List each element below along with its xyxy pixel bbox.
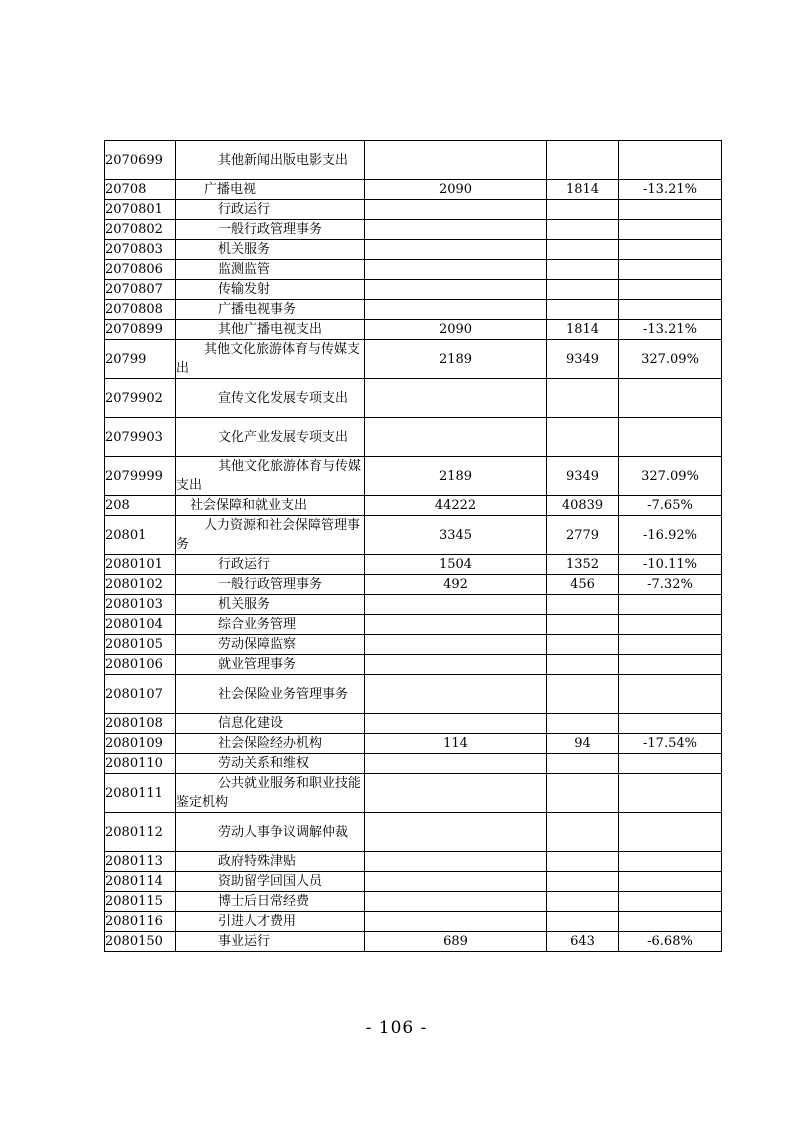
row-value-1: 689 <box>365 932 547 952</box>
row-name-cell <box>176 340 365 379</box>
row-value-2: 1814 <box>547 180 619 200</box>
row-value-2 <box>547 675 619 714</box>
row-value-1: 3345 <box>365 516 547 555</box>
row-value-3 <box>619 615 722 635</box>
row-code: 2080102 <box>105 575 176 595</box>
row-name-cell <box>176 180 365 200</box>
row-name: 人力资源和社会保障管理事务 <box>176 518 361 552</box>
row-value-2 <box>547 912 619 932</box>
row-value-1 <box>365 892 547 912</box>
row-value-1 <box>365 675 547 714</box>
row-name: 社会保障和就业支出 <box>190 498 308 513</box>
row-name: 就业管理事务 <box>218 657 297 672</box>
row-value-3: -16.92% <box>619 516 722 555</box>
row-value-3 <box>619 300 722 320</box>
row-name: 其他文化旅游体育与传媒支出 <box>176 459 362 493</box>
row-name-cell <box>176 457 365 496</box>
row-value-3 <box>619 714 722 734</box>
table-row <box>105 714 722 734</box>
row-code: 2070899 <box>105 320 176 340</box>
row-value-3 <box>619 379 722 418</box>
row-name-cell <box>176 575 365 595</box>
row-code: 208 <box>105 496 176 516</box>
table-row <box>105 379 722 418</box>
row-value-1: 44222 <box>365 496 547 516</box>
row-name-cell <box>176 872 365 892</box>
row-value-2 <box>547 260 619 280</box>
row-code: 2080109 <box>105 734 176 754</box>
row-value-1 <box>365 595 547 615</box>
table-row <box>105 220 722 240</box>
row-value-1 <box>365 418 547 457</box>
row-value-2: 1814 <box>547 320 619 340</box>
row-name: 监测监管 <box>218 262 271 277</box>
table-row <box>105 852 722 872</box>
table-row <box>105 340 722 379</box>
table-row <box>105 774 722 813</box>
row-value-1 <box>365 774 547 813</box>
row-code: 2070801 <box>105 200 176 220</box>
row-value-1 <box>365 813 547 852</box>
row-value-1 <box>365 912 547 932</box>
row-value-3: -10.11% <box>619 555 722 575</box>
budget-table <box>104 140 722 952</box>
row-name: 一般行政管理事务 <box>218 577 323 592</box>
row-name-cell <box>176 675 365 714</box>
row-value-2 <box>547 754 619 774</box>
row-value-2: 1352 <box>547 555 619 575</box>
row-value-3 <box>619 852 722 872</box>
row-code: 2070803 <box>105 240 176 260</box>
row-name-cell <box>176 320 365 340</box>
row-value-3 <box>619 595 722 615</box>
row-name-cell <box>176 496 365 516</box>
row-value-2 <box>547 595 619 615</box>
row-code: 2070802 <box>105 220 176 240</box>
row-name-cell <box>176 813 365 852</box>
row-value-1 <box>365 655 547 675</box>
row-name: 博士后日常经费 <box>218 894 310 909</box>
table-row <box>105 635 722 655</box>
row-code: 2079902 <box>105 379 176 418</box>
row-value-1 <box>365 260 547 280</box>
table-row <box>105 300 722 320</box>
row-name: 其他文化旅游体育与传媒支出 <box>176 342 361 376</box>
row-name-cell <box>176 912 365 932</box>
row-code: 2080116 <box>105 912 176 932</box>
row-name: 行政运行 <box>218 202 271 217</box>
row-value-2 <box>547 379 619 418</box>
row-value-1: 2189 <box>365 457 547 496</box>
row-code: 2080115 <box>105 892 176 912</box>
row-name: 事业运行 <box>218 934 271 949</box>
row-name-cell <box>176 615 365 635</box>
table-row <box>105 655 722 675</box>
row-value-1: 2189 <box>365 340 547 379</box>
row-value-2 <box>547 892 619 912</box>
row-value-1 <box>365 872 547 892</box>
row-value-3 <box>619 240 722 260</box>
row-value-2 <box>547 872 619 892</box>
table-row <box>105 260 722 280</box>
row-value-2: 456 <box>547 575 619 595</box>
row-value-2: 9349 <box>547 340 619 379</box>
row-value-3: -17.54% <box>619 734 722 754</box>
table-row <box>105 240 722 260</box>
row-value-2: 40839 <box>547 496 619 516</box>
row-name-cell <box>176 300 365 320</box>
row-code: 20799 <box>105 340 176 379</box>
row-value-1 <box>365 200 547 220</box>
row-code: 2080112 <box>105 813 176 852</box>
row-value-3 <box>619 280 722 300</box>
row-value-2 <box>547 774 619 813</box>
row-code: 2080103 <box>105 595 176 615</box>
row-name: 广播电视事务 <box>218 302 297 317</box>
table-row <box>105 734 722 754</box>
row-name: 宣传文化发展专项支出 <box>218 390 349 406</box>
row-name-cell <box>176 240 365 260</box>
row-code: 2080101 <box>105 555 176 575</box>
row-name: 机关服务 <box>218 597 271 612</box>
table-row <box>105 496 722 516</box>
table-row <box>105 932 722 952</box>
row-name: 公共就业服务和职业技能鉴定机构 <box>176 776 362 810</box>
row-value-3 <box>619 912 722 932</box>
table-body <box>105 141 722 952</box>
row-value-2 <box>547 280 619 300</box>
row-code: 2079999 <box>105 457 176 496</box>
row-value-3 <box>619 892 722 912</box>
row-value-2 <box>547 615 619 635</box>
row-value-3: -13.21% <box>619 180 722 200</box>
table-row <box>105 892 722 912</box>
row-name: 劳动保障监察 <box>218 637 297 652</box>
row-value-3 <box>619 754 722 774</box>
row-name: 信息化建设 <box>218 716 284 731</box>
row-value-3 <box>619 220 722 240</box>
row-code: 2080111 <box>105 774 176 813</box>
row-name: 劳动关系和维权 <box>218 756 310 771</box>
row-value-1 <box>365 852 547 872</box>
row-code: 2070699 <box>105 141 176 180</box>
row-name-cell <box>176 734 365 754</box>
row-name-cell <box>176 280 365 300</box>
table-row <box>105 280 722 300</box>
row-code: 2070808 <box>105 300 176 320</box>
row-value-3: -7.65% <box>619 496 722 516</box>
row-value-2 <box>547 655 619 675</box>
row-name-cell <box>176 635 365 655</box>
row-code: 2079903 <box>105 418 176 457</box>
row-value-2 <box>547 635 619 655</box>
row-value-2 <box>547 852 619 872</box>
table-row <box>105 675 722 714</box>
row-name-cell <box>176 932 365 952</box>
row-name-cell <box>176 260 365 280</box>
table-row <box>105 813 722 852</box>
row-name: 机关服务 <box>218 242 271 257</box>
row-name: 社会保险业务管理事务 <box>218 686 349 702</box>
row-name-cell <box>176 141 365 180</box>
row-code: 2070807 <box>105 280 176 300</box>
row-value-3 <box>619 418 722 457</box>
table-row <box>105 418 722 457</box>
table-row <box>105 912 722 932</box>
row-value-3 <box>619 872 722 892</box>
row-value-3: -7.32% <box>619 575 722 595</box>
row-value-2 <box>547 200 619 220</box>
row-value-3 <box>619 635 722 655</box>
row-value-1: 2090 <box>365 180 547 200</box>
row-value-3 <box>619 655 722 675</box>
row-value-2 <box>547 240 619 260</box>
row-name-cell <box>176 200 365 220</box>
row-code: 20708 <box>105 180 176 200</box>
row-name-cell <box>176 852 365 872</box>
row-value-1 <box>365 635 547 655</box>
row-name-cell <box>176 418 365 457</box>
table-row <box>105 872 722 892</box>
row-name: 政府特殊津贴 <box>218 854 297 869</box>
row-value-1: 2090 <box>365 320 547 340</box>
row-value-3: -13.21% <box>619 320 722 340</box>
row-value-3 <box>619 200 722 220</box>
row-code: 2080106 <box>105 655 176 675</box>
row-code: 2080104 <box>105 615 176 635</box>
row-name: 行政运行 <box>218 557 271 572</box>
row-value-1 <box>365 615 547 635</box>
row-name-cell <box>176 892 365 912</box>
row-name: 劳动人事争议调解仲裁 <box>218 824 349 840</box>
row-value-3 <box>619 675 722 714</box>
table-row <box>105 141 722 180</box>
row-name-cell <box>176 754 365 774</box>
row-value-1: 492 <box>365 575 547 595</box>
row-name: 广播电视 <box>204 182 257 197</box>
row-value-2: 643 <box>547 932 619 952</box>
row-name: 文化产业发展专项支出 <box>218 429 349 445</box>
row-code: 2080150 <box>105 932 176 952</box>
row-code: 20801 <box>105 516 176 555</box>
row-value-1: 1504 <box>365 555 547 575</box>
row-name-cell <box>176 655 365 675</box>
row-code: 2080113 <box>105 852 176 872</box>
row-name-cell <box>176 379 365 418</box>
row-name: 综合业务管理 <box>218 617 297 632</box>
row-value-3: 327.09% <box>619 457 722 496</box>
row-code: 2080110 <box>105 754 176 774</box>
row-value-1 <box>365 714 547 734</box>
row-value-2 <box>547 141 619 180</box>
row-value-1 <box>365 754 547 774</box>
row-name: 引进人才费用 <box>218 914 297 929</box>
row-value-1 <box>365 379 547 418</box>
table-row <box>105 180 722 200</box>
table-row <box>105 754 722 774</box>
row-value-3 <box>619 141 722 180</box>
row-value-2 <box>547 220 619 240</box>
table-row <box>105 615 722 635</box>
row-value-2: 94 <box>547 734 619 754</box>
row-code: 2080105 <box>105 635 176 655</box>
table-row <box>105 200 722 220</box>
row-name: 传输发射 <box>218 282 271 297</box>
row-value-2 <box>547 714 619 734</box>
row-name-cell <box>176 595 365 615</box>
page-number: - 106 - <box>365 1018 428 1038</box>
row-name-cell <box>176 714 365 734</box>
table-row <box>105 320 722 340</box>
row-value-1 <box>365 300 547 320</box>
row-name-cell <box>176 774 365 813</box>
row-value-2 <box>547 300 619 320</box>
row-name: 社会保险经办机构 <box>218 736 323 751</box>
row-name-cell <box>176 220 365 240</box>
table-row <box>105 457 722 496</box>
row-name: 资助留学回国人员 <box>218 874 323 889</box>
row-name: 一般行政管理事务 <box>218 222 323 237</box>
row-value-2: 2779 <box>547 516 619 555</box>
table-row <box>105 516 722 555</box>
row-name-cell <box>176 555 365 575</box>
row-value-3: 327.09% <box>619 340 722 379</box>
row-value-1 <box>365 280 547 300</box>
row-value-1 <box>365 141 547 180</box>
row-value-3 <box>619 260 722 280</box>
row-value-2 <box>547 418 619 457</box>
row-code: 2080107 <box>105 675 176 714</box>
row-value-1: 114 <box>365 734 547 754</box>
table-row <box>105 595 722 615</box>
row-value-1 <box>365 240 547 260</box>
row-code: 2070806 <box>105 260 176 280</box>
row-value-3 <box>619 774 722 813</box>
table-row <box>105 555 722 575</box>
row-code: 2080108 <box>105 714 176 734</box>
row-name: 其他广播电视支出 <box>218 322 323 337</box>
row-name: 其他新闻出版电影支出 <box>218 152 349 168</box>
row-value-3 <box>619 813 722 852</box>
row-code: 2080114 <box>105 872 176 892</box>
row-value-1 <box>365 220 547 240</box>
row-value-2: 9349 <box>547 457 619 496</box>
row-value-2 <box>547 813 619 852</box>
table-row <box>105 575 722 595</box>
row-value-3: -6.68% <box>619 932 722 952</box>
row-name-cell <box>176 516 365 555</box>
